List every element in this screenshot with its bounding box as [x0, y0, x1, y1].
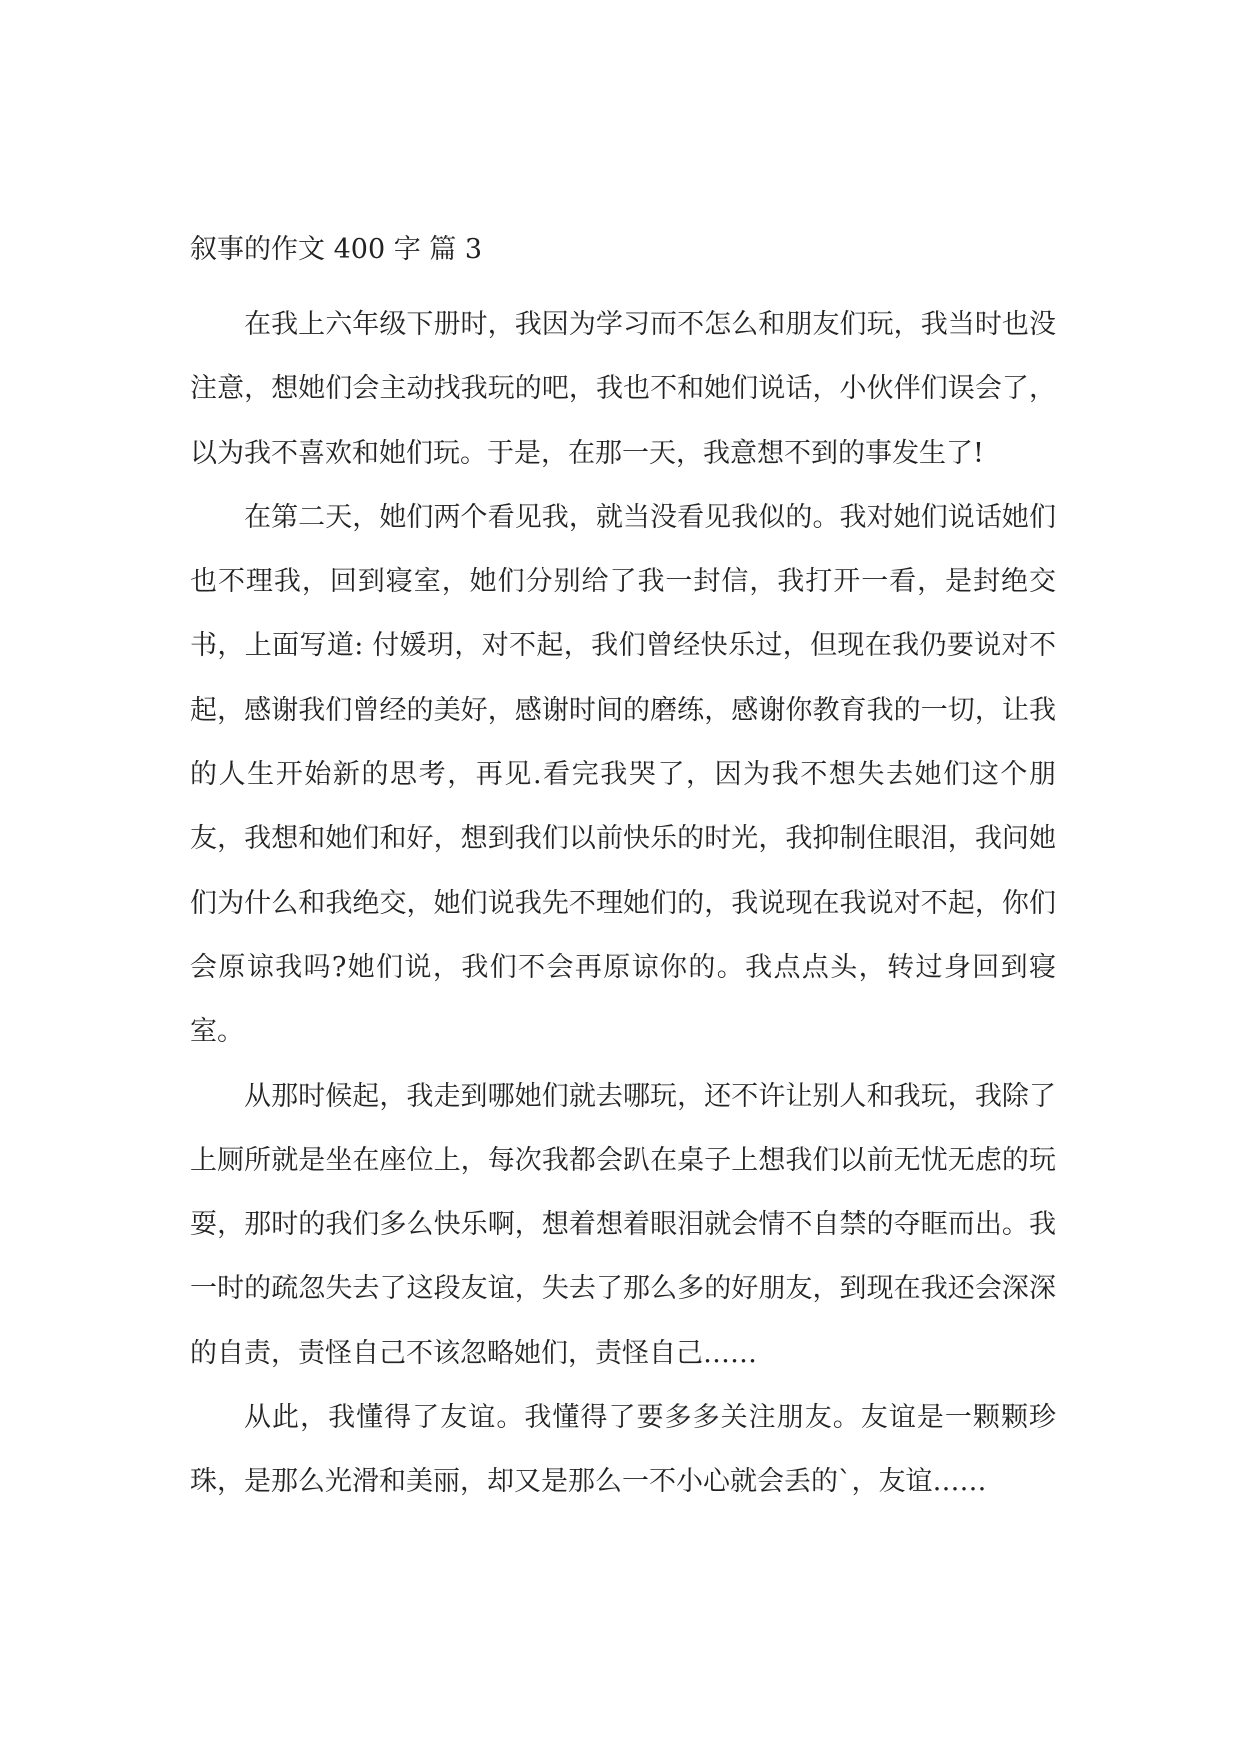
paragraph-1: 在我上六年级下册时，我因为学习而不怎么和朋友们玩，我当时也没注意，想她们会主动找我玩的吧，我也不和她们说话，小伙伴们误会了，以为我不喜欢和她们玩。于是，在那一天，我意想不到的事发生了! [190, 309, 1056, 469]
paragraph-3: 从那时候起，我走到哪她们就去哪玩，还不许让别人和我玩，我除了上厕所就是坐在座位上，每次我都会趴在桌子上想我们以前无忧无虑的玩耍，那时的我们多么快乐啊，想着想着眼泪就会情不自禁的夺眶而出。我一时的疏忽失去了这段友谊，失去了那么多的好朋友，到现在我还会深深的自责，责怪自己不该忽略她们，责怪自己…… [190, 1080, 1056, 1369]
document-body [190, 293, 1056, 1515]
paragraph-4: 从此，我懂得了友谊。我懂得了要多多关注朋友。友谊是一颗颗珍珠，是那么光滑和美丽，却又是那么一不小心就会丢的`，友谊…… [190, 1402, 1056, 1498]
paragraph-2: 在第二天，她们两个看见我，就当没看见我似的。我对她们说话她们也不理我，回到寝室，她们分别给了我一封信，我打开一看，是封绝交书，上面写道: 付媛玥，对不起，我们曾经快乐过，但现在我仍要说对不起，感谢我们曾经的美好，感谢时间的磨练，感谢你教育我的一切，让我的人生开始新的思考，再见.看完我哭了，因为我不想失去她们这个朋友，我想和她们和好，想到我们以前快乐的时光，我抑制住眼泪，我问她们为什么和我绝交，她们说我先不理她们的，我说现在我说对不起，你们会原谅我吗?她们说，我们不会再原谅你的。我点点头，转过身回到寝室。 [190, 501, 1056, 1048]
document-title: 叙事的作文 400 字 篇 3 [190, 234, 483, 265]
